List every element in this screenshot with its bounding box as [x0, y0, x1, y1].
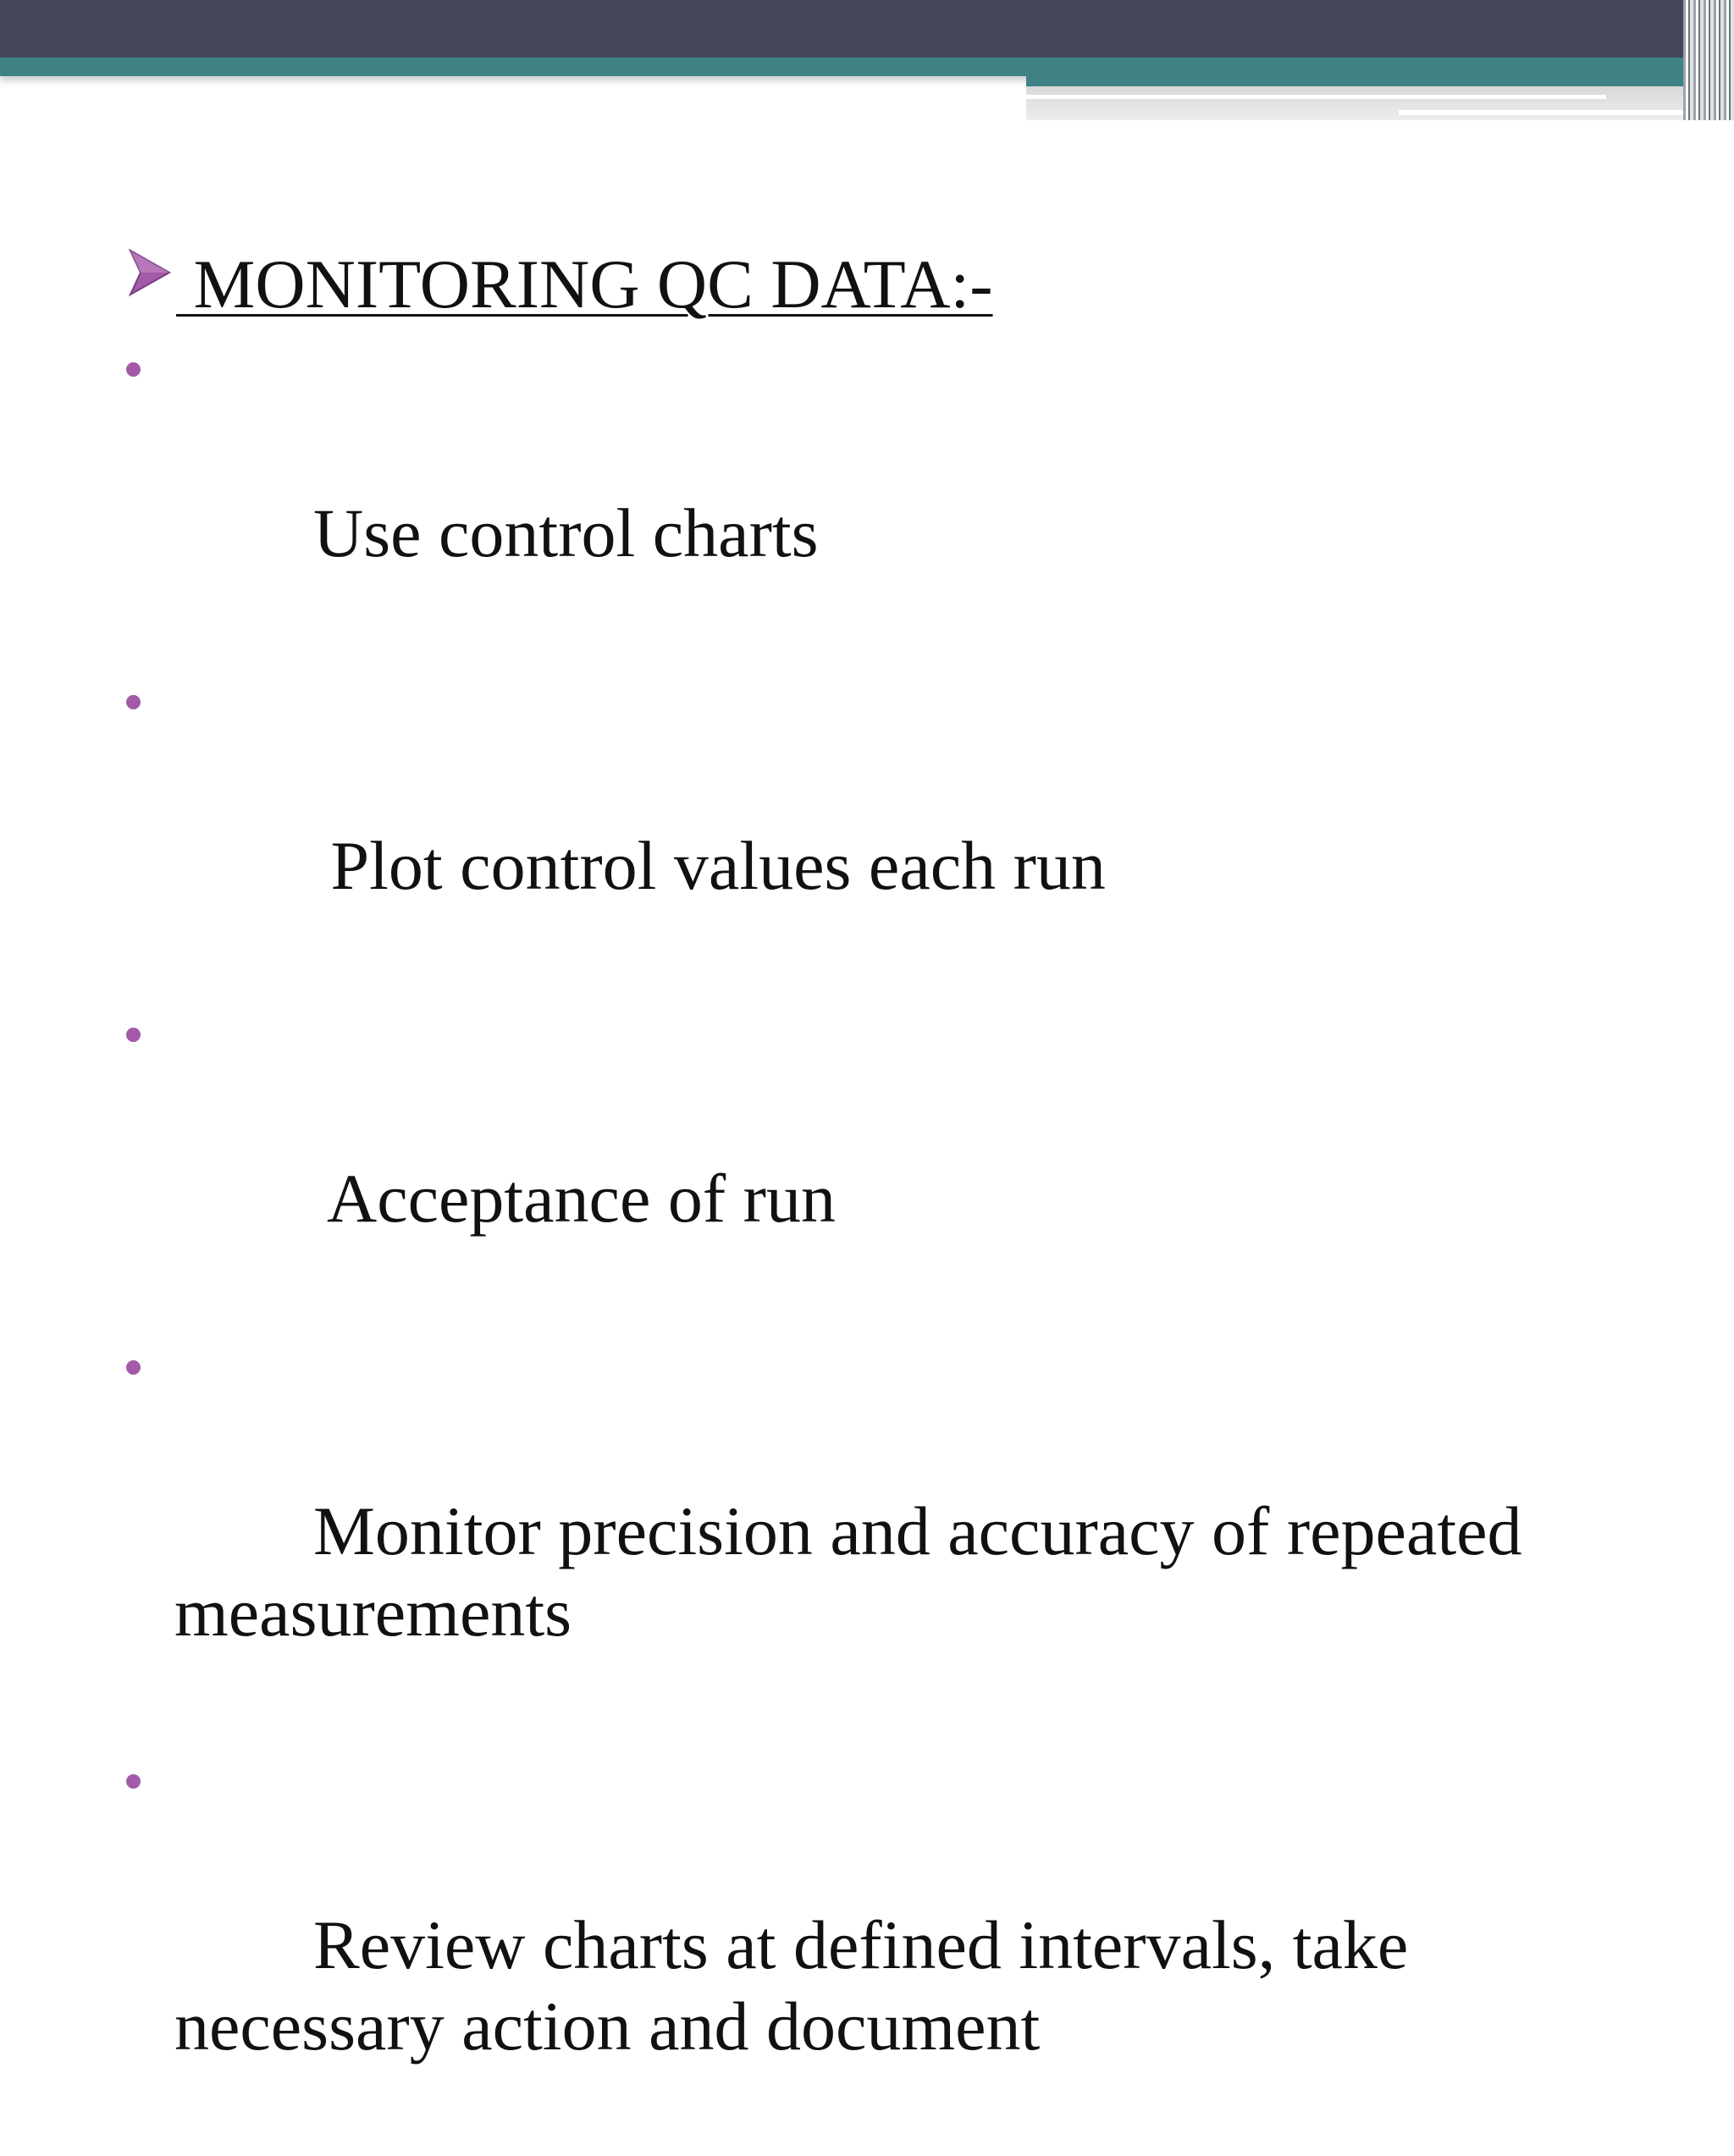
list-item [119, 1742, 1461, 2148]
list-item [119, 1328, 1597, 1734]
slide-heading: MONITORING QC DATA:- [176, 245, 993, 323]
bullet-text: Use control charts [313, 494, 819, 571]
heading-row [127, 242, 993, 327]
bullet-list [119, 330, 1659, 2156]
bullet-text: Plot control values each run [313, 827, 1106, 904]
dot-bullet-icon [126, 1028, 141, 1042]
dot-bullet-icon [126, 695, 141, 709]
list-item [119, 663, 1659, 988]
bullet-text: Monitor precision and accuracy of repeated measurements [174, 1492, 1540, 1651]
dot-bullet-icon [126, 1360, 141, 1375]
bullet-text: Acceptance of run [313, 1160, 836, 1237]
arrowhead-bullet-icon [127, 247, 173, 298]
dot-bullet-icon [126, 362, 141, 377]
list-item [119, 330, 1659, 655]
list-item [119, 995, 1659, 1321]
bullet-text: Review charts at defined intervals, take necessary action and document [174, 1906, 1426, 2065]
dot-bullet-icon [126, 1774, 141, 1789]
